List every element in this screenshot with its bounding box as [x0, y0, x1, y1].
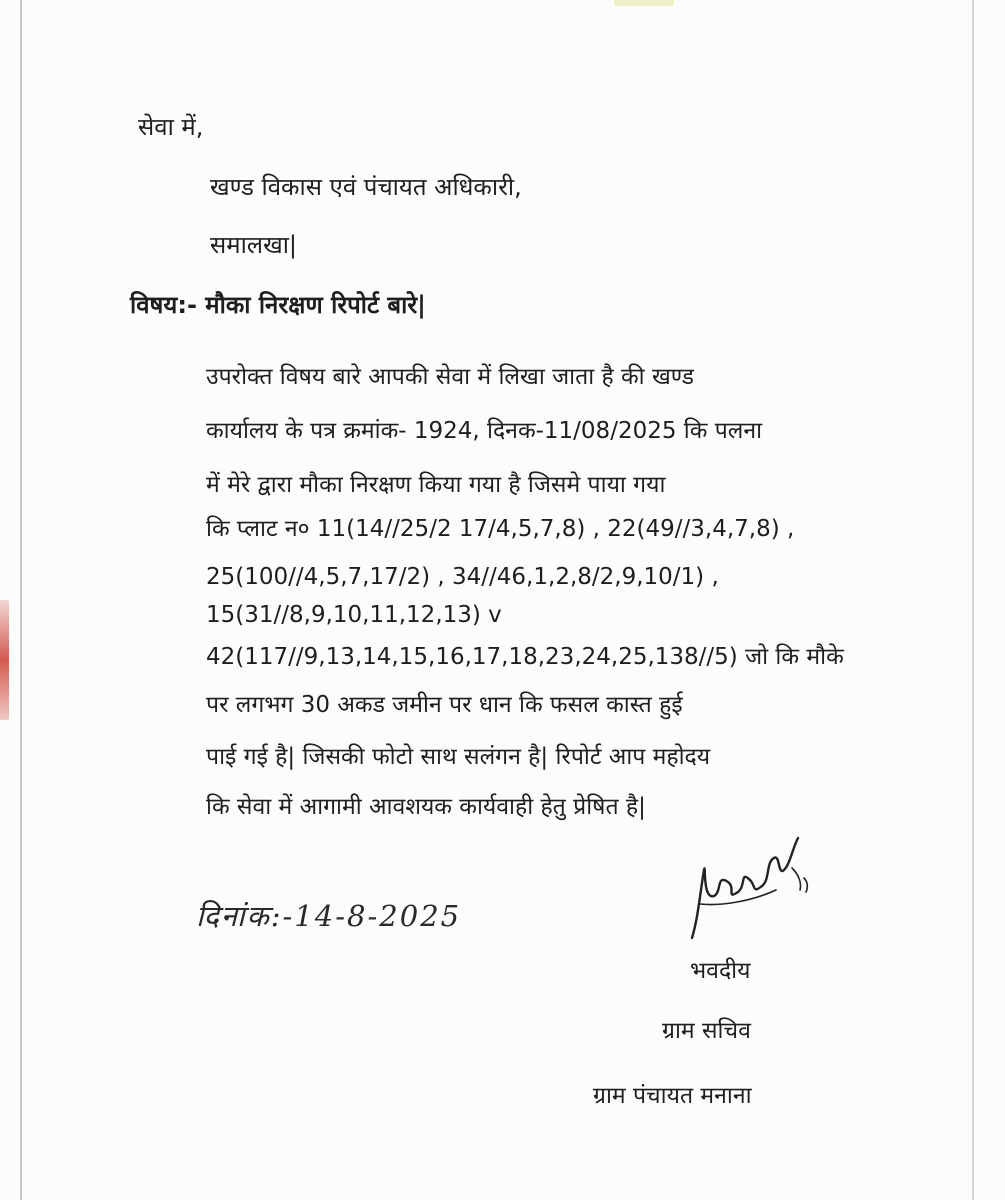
addressee-place: समालखा| [210, 231, 297, 259]
body-line: में मेरे द्वारा मौका निरक्षण किया गया है जिसमे पाया गया [206, 472, 666, 498]
body-line: 42(117//9,13,14,15,16,17,18,23,24,25,138//5) जो कि मौके [206, 644, 844, 670]
body-line: 15(31//8,9,10,11,12,13) v [206, 602, 502, 628]
body-line: कि सेवा में आगामी आवशयक कार्यवाही हेतु प्रेषित है| [206, 794, 646, 820]
body-line: 25(100//4,5,7,17/2) , 34//46,1,2,8/2,9,10/1) , [206, 564, 719, 590]
closing-office: ग्राम पंचायत मनाना [593, 1083, 752, 1109]
top-smudge [614, 0, 674, 6]
left-margin-rule [20, 0, 22, 1200]
closing-designation: ग्राम सचिव [662, 1018, 751, 1044]
red-edge-mark [0, 600, 9, 720]
body-line: पर लगभग 30 अकड जमीन पर धान कि फसल कास्त हुई [206, 692, 683, 718]
salutation: सेवा में, [138, 113, 204, 141]
closing-yours: भवदीय [690, 958, 751, 984]
body-line: उपरोक्त विषय बारे आपकी सेवा में लिखा जाता है की खण्ड [206, 364, 694, 390]
right-margin-rule [972, 0, 974, 1200]
body-line: कार्यालय के पत्र क्रमांक- 1924, दिनक-11/08/2025 कि पलना [206, 418, 763, 444]
signature [680, 830, 815, 950]
handwritten-date: दिनांक:-14-8-2025 [196, 899, 462, 933]
body-line: पाई गई है| जिसकी फोटो साथ सलंगन है| रिपोर्ट आप महोदय [206, 744, 711, 770]
subject-line: विषय:- मौका निरक्षण रिपोर्ट बारे| [130, 291, 426, 319]
body-line: कि प्लाट न० 11(14//25/2 17/4,5,7,8) , 22(49//3,4,7,8) , [206, 516, 795, 542]
addressee: खण्ड विकास एवं पंचायत अधिकारी, [210, 173, 522, 201]
